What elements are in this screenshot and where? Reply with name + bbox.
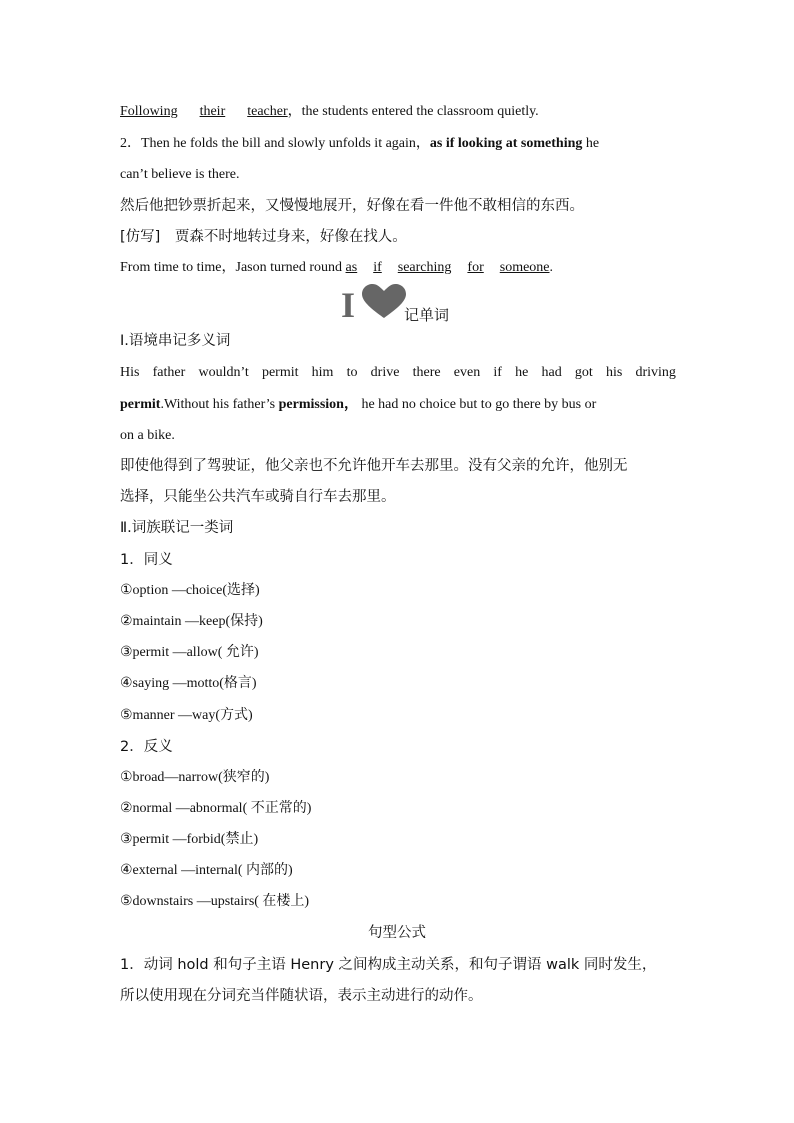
section-heading-centered: 句型公式 — [368, 925, 426, 941]
word: even — [453, 365, 481, 380]
imitation-answer — [120, 259, 676, 277]
answer-blank-word: as — [345, 260, 358, 275]
synonym-item: ①option —choice(选择) — [120, 583, 260, 598]
word: permit — [261, 365, 299, 380]
word: drive — [370, 365, 400, 380]
antonym-item: ②normal —abnormal( 不正常的) — [120, 801, 312, 816]
sentence-text: he had no choice but to go there by bus or — [357, 397, 597, 412]
key-word: permission， — [278, 397, 358, 412]
answer-blank-word: searching — [397, 260, 452, 275]
answer-blank-word: for — [467, 260, 484, 275]
chinese-translation: 然后他把钞票折起来，又慢慢地展开，好像在看一件他不敢相信的东西。 — [120, 198, 584, 214]
subsection-title: 2．反义 — [120, 739, 173, 755]
i-love-vocabulary-logo — [340, 284, 410, 320]
sentence-continuation: can’t believe is there. — [120, 167, 240, 182]
word: driving — [635, 365, 676, 380]
formula-explanation: 1．动词 hold 和句子主语 Henry 之间构成主动关系，和句子谓语 walk 同时发生， — [120, 957, 657, 973]
antonym-item: ⑤downstairs —upstairs( 在楼上) — [120, 894, 310, 909]
logo-label: 记单词 — [404, 306, 450, 324]
synonym-item: ②maintain —keep(保持) — [120, 614, 263, 629]
sentence-text: . — [549, 260, 554, 275]
item-number: 2． — [120, 136, 141, 151]
antonym-item: ③permit —forbid(禁止) — [120, 832, 259, 847]
example-sentence-2 — [120, 135, 676, 153]
synonym-item: ④saying —motto(格言) — [120, 676, 257, 691]
word: wouldn’t — [198, 365, 249, 380]
antonym-item: ④external —internal( 内部的) — [120, 863, 293, 878]
imitation-prompt: [仿写] 贾森不时地转过身来，好像在找人。 — [120, 229, 407, 245]
answer-blank-word: their — [199, 104, 226, 119]
sentence-text: From time to time，Jason turned round — [120, 260, 346, 275]
heart-icon — [340, 284, 410, 320]
answer-blank-word: teacher — [247, 104, 288, 119]
synonym-item: ⑤manner —way(方式) — [120, 708, 253, 723]
key-word: permit — [120, 397, 161, 412]
word: his — [605, 365, 623, 380]
sentence-text: he — [582, 136, 600, 151]
svg-text:I: I — [341, 285, 356, 320]
chinese-translation: 选择，只能坐公共汽车或骑自行车去那里。 — [120, 489, 396, 505]
word: if — [493, 365, 502, 380]
paragraph-line — [120, 396, 676, 414]
word: to — [346, 365, 358, 380]
paragraph-line: on a bike. — [120, 428, 175, 443]
answer-blank-word: Following — [120, 104, 178, 119]
sentence-text: ，the students entered the classroom quietly. — [287, 104, 539, 119]
section-heading: Ⅱ.词族联记一类词 — [120, 520, 234, 536]
word: His — [120, 365, 140, 380]
answer-blank-word: someone — [499, 260, 550, 275]
antonym-item: ①broad—narrow(狭窄的) — [120, 770, 270, 785]
word: father — [152, 365, 186, 380]
word: got — [574, 365, 593, 380]
word: had — [541, 365, 562, 380]
formula-explanation: 所以使用现在分词充当伴随状语，表示主动进行的动作。 — [120, 988, 483, 1004]
word: he — [515, 365, 529, 380]
sentence-text: Then he folds the bill and slowly unfolds it again， — [141, 136, 430, 151]
chinese-translation: 即使他得到了驾驶证，他父亲也不允许他开车去那里。没有父亲的允许，他别无 — [120, 458, 628, 474]
answer-blank-word: if — [373, 260, 382, 275]
example-sentence-1-answer — [120, 103, 676, 121]
sentence-text: .Without his father’s — [160, 397, 279, 412]
key-phrase: as if looking at something — [429, 136, 583, 151]
synonym-item: ③permit —allow( 允许) — [120, 645, 259, 660]
word: him — [311, 365, 334, 380]
section-heading: Ⅰ.语境串记多义词 — [120, 333, 231, 349]
word: there — [412, 365, 441, 380]
paragraph-line — [120, 364, 676, 382]
subsection-title: 1．同义 — [120, 552, 173, 568]
